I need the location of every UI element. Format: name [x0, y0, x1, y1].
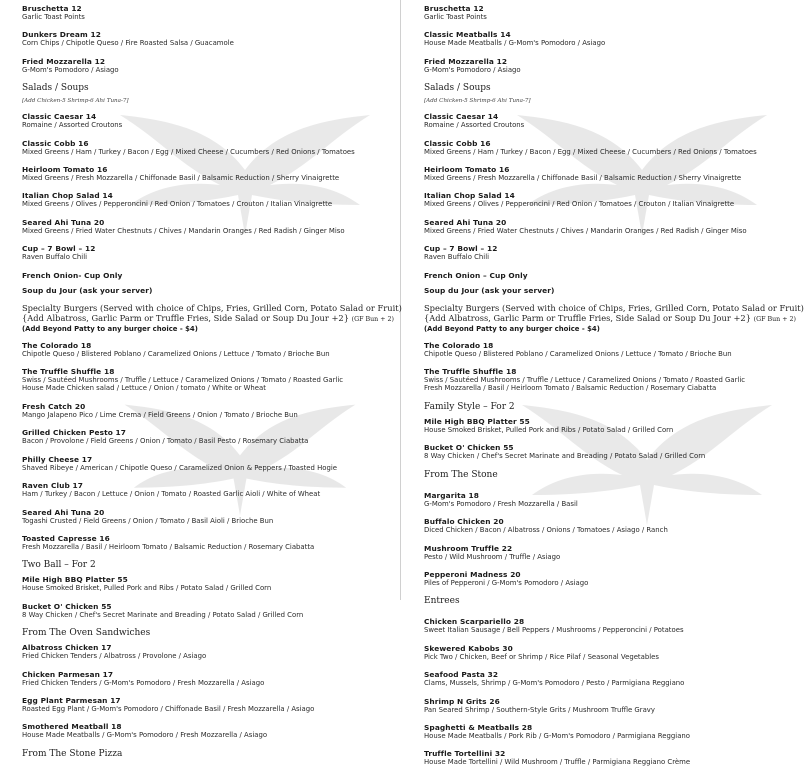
menu-item: Bucket O' Chicken 55 8 Way Chicken / Chef's Secret Marinate and Breading / Potato Salad / Grilled Corn — [424, 443, 706, 461]
menu-item: Seared Ahi Tuna 20 Mixed Greens / Fried Water Chestnuts / Chives / Mandarin Oranges / Red Radish / Ginger Miso — [22, 217, 345, 235]
menu-item: Classic Caesar 14 Romaine / Assorted Croutons — [22, 112, 123, 130]
burgers-beyond-note: (Add Beyond Patty to any burger choice - $4) — [424, 324, 600, 333]
burgers-addons: {Add Albatross, Garlic Parm or Truffle Fries, Side Salad or Soup Du Jour +2} (GF Bun + 2) — [424, 312, 796, 323]
menu-item: Seafood Pasta 32 Clams, Mussels, Shrimp / G-Mom's Pomodoro / Pesto / Parmigiana Reggiano — [424, 670, 685, 688]
menu-item: The Truffle Shuffle 18 Swiss / Sautéed Mushrooms / Truffle / Lettuce / Caramelized Onions / Tomato / Roasted Garlic Fresh Mozzarella / Basil / Heirloom Tomato / Balsamic Reduction / Rosemary Ciabatta — [424, 367, 746, 393]
menu-item: Mushroom Truffle 22 Pesto / Wild Mushroom / Truffle / Asiago — [424, 543, 561, 561]
menu-item: Mile High BBQ Platter 55 House Smoked Brisket, Pulled Pork and Ribs / Potato Salad / Grilled Corn — [424, 416, 674, 434]
section-title: Salads / Soups — [22, 83, 89, 94]
burgers-beyond-note: (Add Beyond Patty to any burger choice - $4) — [22, 324, 198, 333]
menu-item: Soup du Jour (ask your server) — [22, 285, 153, 295]
left-menu-column — [0, 0, 402, 759]
menu-item: Egg Plant Parmesan 17 Roasted Egg Plant / G-Mom's Pomodoro / Chiffonade Basil / Fresh Mozzarella / Asiago — [22, 695, 315, 713]
menu-item: The Truffle Shuffle 18 Swiss / Sautéed Mushrooms / Truffle / Lettuce / Caramelized Onions / Tomato / Roasted Garlic House Made Chicken salad / Lettuce / Onion / tomato / White or Wheat — [22, 367, 344, 393]
menu-item: Bruschetta 12 Garlic Toast Points — [424, 4, 487, 21]
section-title: From The Stone Pizza — [22, 748, 123, 759]
menu-item: Raven Club 17 Ham / Turkey / Bacon / Lettuce / Onion / Tomato / Roasted Garlic Aioli / White of Wheat — [22, 481, 321, 499]
menu-item: Fried Mozzarella 12 G-Mom's Pomodoro / Asiago — [424, 56, 521, 74]
menu-item: Bucket O' Chicken 55 8 Way Chicken / Chef's Secret Marinate and Breading / Potato Salad / Grilled Corn — [22, 601, 304, 619]
menu-item: The Colorado 18 Chipotle Queso / Blistered Poblano / Caramelized Onions / Lettuce / Tomato / Brioche Bun — [424, 340, 732, 358]
menu-item: Cup – 7 Bowl – 12 Raven Buffalo Chili — [22, 244, 96, 262]
menu-item: Albatross Chicken 17 Fried Chicken Tenders / Albatross / Provolone / Asiago — [22, 643, 207, 661]
menu-item: Italian Chop Salad 14 Mixed Greens / Olives / Pepperoncini / Red Onion / Tomatoes / Crouton / Italian Vinaigrette — [22, 191, 333, 209]
section-title: From The Stone — [424, 469, 498, 480]
menu-item: Seared Ahi Tuna 20 Togashi Crusted / Field Greens / Onion / Tomato / Basil Aioli / Brioche Bun — [22, 507, 274, 525]
menu-item: Italian Chop Salad 14 Mixed Greens / Olives / Pepperoncini / Red Onion / Tomatoes / Crouton / Italian Vinaigrette — [424, 191, 735, 209]
section-title: Two Ball – For 2 — [22, 560, 96, 571]
menu-item: Smothered Meatball 18 House Made Meatballs / G-Mom's Pomodoro / Fresh Mozzarella / Asiago — [22, 722, 268, 740]
menu-item: Seared Ahi Tuna 20 Mixed Greens / Fried Water Chestnuts / Chives / Mandarin Oranges / Red Radish / Ginger Miso — [424, 217, 747, 235]
section-title: Salads / Soups — [424, 83, 491, 94]
menu-item: Chicken Parmesan 17 Fried Chicken Tenders / G-Mom's Pomodoro / Fresh Mozzarella / Asiago — [22, 669, 265, 687]
menu-item: Chicken Scarpariello 28 Sweet Italian Sausage / Bell Peppers / Mushrooms / Pepperoncini / Potatoes — [424, 617, 684, 635]
menu-item: Buffalo Chicken 20 Diced Chicken / Bacon / Albatross / Onions / Tomatoes / Asiago / Ranch — [424, 517, 668, 535]
menu-item: Fresh Catch 20 Mango Jalapeno Pico / Lime Crema / Field Greens / Onion / Tomato / Brioche Bun — [22, 401, 298, 419]
menu-item: Classic Cobb 16 Mixed Greens / Ham / Turkey / Bacon / Egg / Mixed Cheese / Cucumbers / Red Onions / Tomatoes — [22, 138, 355, 156]
menu-item: Philly Cheese 17 Shaved Ribeye / American / Chipotle Queso / Caramelized Onion & Peppers / Toasted Hogie — [22, 454, 338, 472]
section-title: From The Oven Sandwiches — [22, 628, 151, 639]
section-title: Family Style – For 2 — [424, 401, 515, 412]
menu-item: French Onion – Cup Only — [424, 270, 528, 280]
menu-item: Soup du Jour (ask your server) — [424, 285, 555, 295]
menu-item: Cup – 7 Bowl – 12 Raven Buffalo Chili — [424, 244, 498, 262]
menu-item: Dunkers Dream 12 Corn Chips / Chipotle Queso / Fire Roasted Salsa / Guacamole — [22, 30, 234, 48]
section-note: [Add Chicken-5 Shrimp-6 Ahi Tuna-7] — [22, 98, 129, 105]
menu-item: Classic Caesar 14 Romaine / Assorted Croutons — [424, 112, 525, 130]
menu-item: Classic Cobb 16 Mixed Greens / Ham / Turkey / Bacon / Egg / Mixed Cheese / Cucumbers / Red Onions / Tomatoes — [424, 138, 757, 156]
menu-item: Truffle Tortellini 32 House Made Tortellini / Wild Mushroom / Truffle / Parmigiana Reggiano Crème — [424, 749, 691, 767]
section-title: Entrees — [424, 596, 460, 607]
menu-item: Toasted Capresse 16 Fresh Mozzarella / Basil / Heirloom Tomato / Balsamic Reduction / Rosemary Ciabatta — [22, 533, 315, 551]
menu-item: Margarita 18 G-Mom's Pomodoro / Fresh Mozzarella / Basil — [424, 490, 578, 508]
menu-item: Classic Meatballs 14 House Made Meatballs / G-Mom's Pomodoro / Asiago — [424, 30, 606, 48]
menu-item: Shrimp N Grits 26 Pan Seared Shrimp / Southern-Style Grits / Mushroom Truffle Gravy — [424, 696, 655, 714]
menu-item: Spaghetti & Meatballs 28 House Made Meatballs / Pork Rib / G-Mom's Pomodoro / Parmigiana Reggiano — [424, 722, 690, 740]
burgers-addons: {Add Albatross, Garlic Parm or Truffle Fries, Side Salad or Soup Du Jour +2} (GF Bun + 2) — [22, 312, 394, 323]
menu-item: Heirloom Tomato 16 Mixed Greens / Fresh Mozzarella / Chiffonade Basil / Balsamic Reduction / Sherry Vinaigrette — [22, 165, 340, 183]
section-note: [Add Chicken-5 Shrimp-6 Ahi Tuna-7] — [424, 98, 531, 105]
burgers-header: Specialty Burgers (Served with choice of Chips, Fries, Grilled Corn, Potato Salad or Fruit) — [424, 302, 804, 313]
right-menu-column — [402, 0, 804, 767]
menu-item: Mile High BBQ Platter 55 House Smoked Brisket, Pulled Pork and Ribs / Potato Salad / Grilled Corn — [22, 575, 272, 593]
menu-item: The Colorado 18 Chipotle Queso / Blistered Poblano / Caramelized Onions / Lettuce / Tomato / Brioche Bun — [22, 340, 330, 358]
menu-item: French Onion- Cup Only — [22, 270, 123, 280]
menu-item: Grilled Chicken Pesto 17 Bacon / Provolone / Field Greens / Onion / Tomato / Basil Pesto / Rosemary Ciabatta — [22, 428, 309, 446]
burgers-header: Specialty Burgers (Served with choice of Chips, Fries, Grilled Corn, Potato Salad or Fruit) — [22, 302, 402, 313]
menu-item: Pepperoni Madness 20 Piles of Pepperoni / G-Mom's Pomodoro / Asiago — [424, 569, 589, 587]
menu-item: Fried Mozzarella 12 G-Mom's Pomodoro / Asiago — [22, 56, 119, 74]
menu-item: Heirloom Tomato 16 Mixed Greens / Fresh Mozzarella / Chiffonade Basil / Balsamic Reduction / Sherry Vinaigrette — [424, 165, 742, 183]
menu-item: Skewered Kabobs 30 Pick Two / Chicken, Beef or Shrimp / Rice Pilaf / Seasonal Vegetables — [424, 643, 659, 661]
menu-item: Bruschetta 12 Garlic Toast Points — [22, 4, 85, 21]
